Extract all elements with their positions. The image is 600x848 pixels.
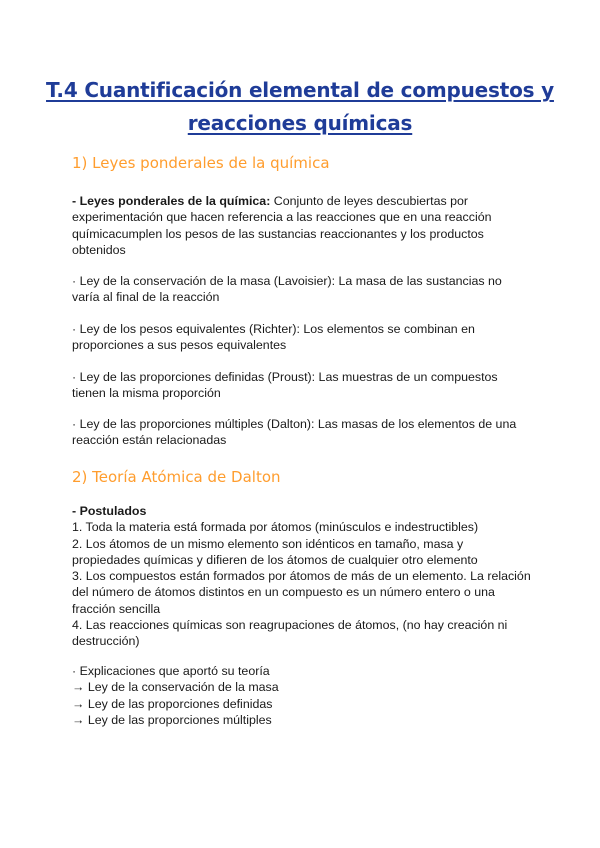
law-conservacion-masa: · Ley de la conservación de la masa (Lavoisier): La masa de las sustancias no varía al final de la reacción [72, 274, 502, 305]
section-heading-teoria-dalton: 2) Teoría Atómica de Dalton [72, 468, 281, 486]
law-item [72, 416, 532, 449]
law-item [72, 273, 532, 306]
explanation-item: → Ley de la conservación de la masa [72, 680, 279, 695]
law-item [72, 321, 532, 354]
definition-paragraph [72, 193, 532, 258]
explanation-item: → Ley de las proporciones definidas [72, 696, 273, 711]
law-proporciones-multiples: · Ley de las proporciones múltiples (Dalton): Las masas de los elementos de una reacción están relacionadas [72, 417, 517, 448]
law-item [72, 369, 532, 402]
page-title: T.4 Cuantificación elemental de compuestos y reacciones químicas [46, 78, 554, 135]
definition-text: Conjunto de leyes descubiertas por experimentación que hacen referencia a las reacciones que en una reacción químicacumplen los pesos de las sustancias reaccionantes y los productos obtenidos [72, 194, 492, 257]
law-proporciones-definidas: · Ley de las proporciones definidas (Proust): Las muestras de un compuestos tienen la misma proporción [72, 370, 498, 401]
postulate-3: 3. Los compuestos están formados por átomos de más de un elemento. La relación del número de átomos distintos en un compuesto es un número entero o una fracción sencilla [72, 569, 531, 616]
postulate-4: 4. Las reacciones químicas son reagrupaciones de átomos, (no hay creación ni destrucción) [72, 618, 508, 649]
explanations-block [72, 663, 532, 728]
postulate-1: 1. Toda la materia está formada por átomos (minúsculos e indestructibles) [72, 520, 479, 535]
postulates-block [72, 503, 532, 650]
explanations-intro: · Explicaciones que aportó su teoría [72, 664, 270, 678]
explanation-item: → Ley de las proporciones múltiples [72, 712, 272, 727]
postulate-2: 2. Los átomos de un mismo elemento son idénticos en tamaño, masa y propiedades químicas y difieren de los átomos de cualquier otro elemento [72, 536, 478, 567]
definition-term: - Leyes ponderales de la química: [72, 194, 271, 208]
postulates-label: - Postulados [72, 504, 147, 518]
section-heading-leyes-ponderales: 1) Leyes ponderales de la química [72, 154, 330, 172]
law-pesos-equivalentes: · Ley de los pesos equivalentes (Richter): Los elementos se combinan en proporciones a sus pesos equivalentes [72, 322, 475, 353]
